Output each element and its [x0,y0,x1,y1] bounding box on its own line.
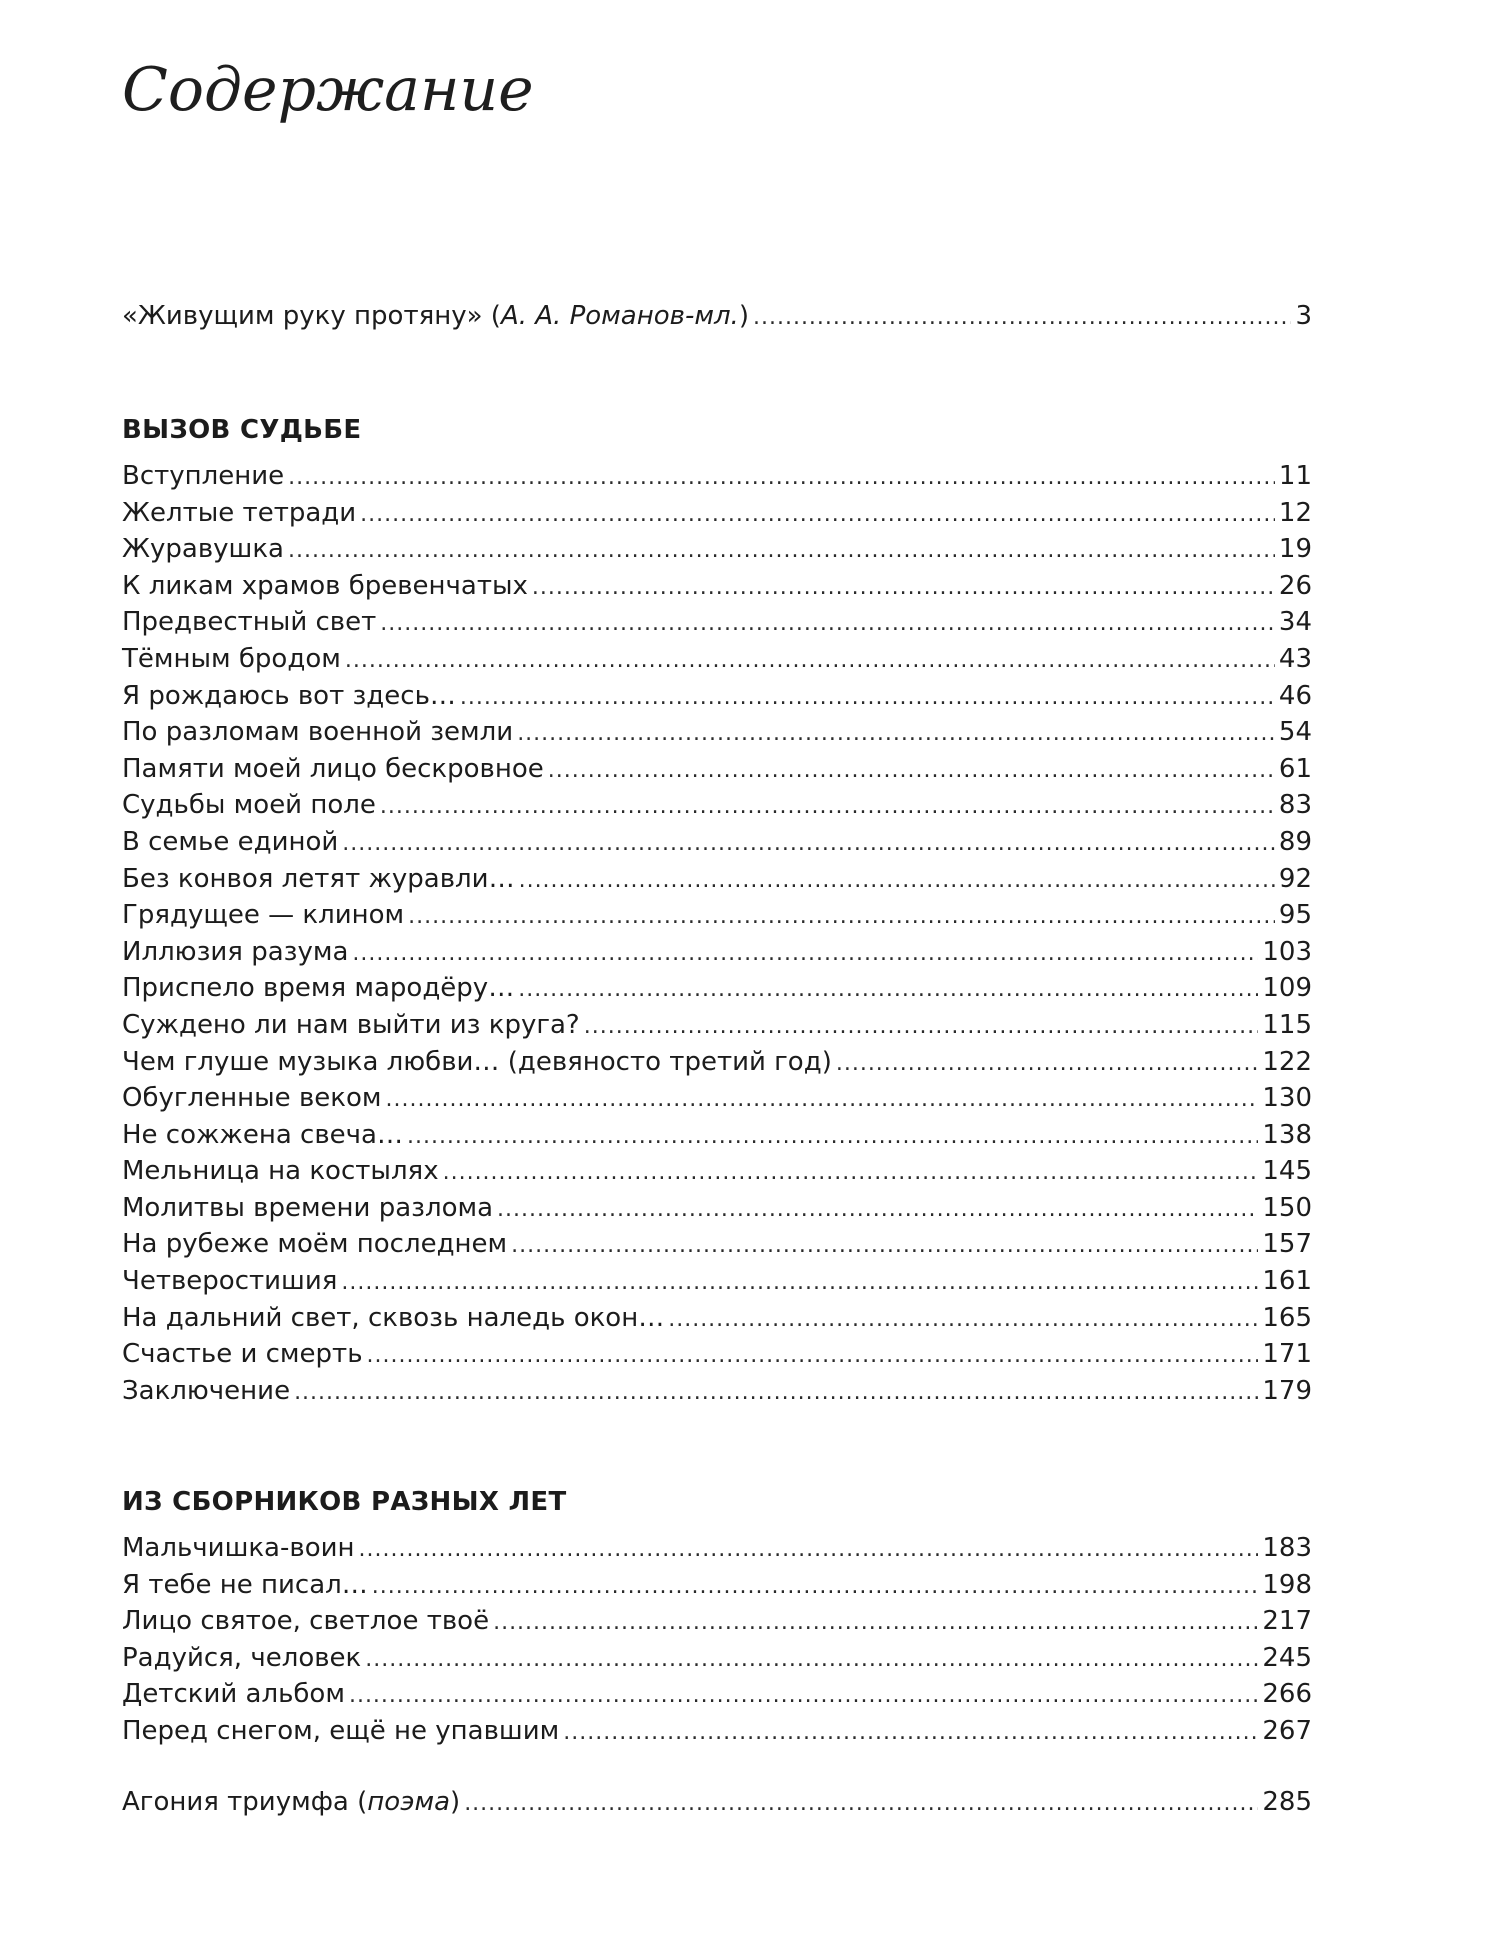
page-number: 19 [1278,534,1312,565]
toc-row [122,1190,1312,1227]
leader-dots [372,1569,1259,1606]
page-number: 12 [1278,497,1312,528]
page-number: 26 [1278,570,1312,601]
toc-row [122,495,1312,532]
entry-title: Предвестный свет [122,607,377,638]
entry-title: Судьбы моей поле [122,790,376,821]
toc-row [122,604,1312,641]
page-number: 54 [1278,717,1312,748]
toc-row [122,824,1312,861]
leader-dots [443,1155,1259,1192]
toc-row [122,1226,1312,1263]
toc-row [122,1080,1312,1117]
entry-title: В семье единой [122,826,339,857]
page-number: 138 [1262,1119,1312,1150]
page-number: 165 [1262,1302,1312,1333]
page-number: 83 [1278,790,1312,821]
page-number: 183 [1262,1533,1312,1563]
page-number: 115 [1262,1009,1312,1040]
intro-author: А. А. Романов-мл. [500,301,739,331]
toc-row [122,1373,1312,1410]
page-number: 103 [1262,936,1312,967]
toc-row [122,531,1312,568]
toc-row [122,1044,1312,1081]
page-number: 34 [1278,607,1312,638]
section-iz-sbornikov [122,1484,1312,1520]
leader-dots [342,826,1275,863]
toc-row [122,1007,1312,1044]
page-number: 95 [1278,900,1312,931]
page-number: 266 [1262,1679,1312,1710]
leader-dots [460,680,1275,717]
section-heading: ВЫЗОВ СУДЬБЕ [122,415,362,445]
toc-row [122,751,1312,788]
leader-dots [548,753,1275,790]
page-number: 285 [1262,1787,1312,1817]
toc-row [122,1603,1312,1640]
page-number: 3 [1295,301,1312,331]
entry-title: Не сожжена свеча… [122,1119,403,1150]
toc-row [122,970,1312,1007]
leader-dots [493,1605,1258,1642]
entry-title: Перед снегом, ещё не упавшим [122,1715,560,1746]
toc-row [122,787,1312,824]
leader-dots [341,1265,1258,1302]
entry-title: «Живущим руку протяну» (А. А. Романов-мл.) [122,301,749,331]
entry-title: Я тебе не писал… [122,1569,368,1600]
page-title: Содержание [122,55,534,125]
leader-dots [584,1009,1259,1046]
leader-dots [407,1119,1258,1156]
toc-row [122,714,1312,751]
leader-dots [380,789,1275,826]
entry-title: На дальний свет, сквозь наледь окон… [122,1302,665,1333]
leader-dots [518,972,1258,1009]
page-number: 161 [1262,1266,1312,1297]
leader-dots [359,1532,1259,1569]
entry-title: Лицо святое, светлое твоё [122,1606,490,1637]
page-number: 43 [1278,643,1312,674]
leader-dots [497,1192,1258,1229]
page-number: 11 [1278,461,1312,491]
toc-row [122,1117,1312,1154]
page-number: 198 [1262,1569,1312,1600]
leader-dots [352,936,1258,973]
entry-title: Грядущее — клином [122,900,405,931]
entry-title: Счастье и смерть [122,1339,363,1370]
entry-title: Я рождаюсь вот здесь… [122,680,456,711]
leader-dots [360,497,1275,534]
page-number: 89 [1278,826,1312,857]
leader-dots [517,716,1275,753]
entry-title: На рубеже моём последнем [122,1229,508,1260]
toc-row [122,861,1312,898]
entry-title: К ликам храмов бревенчатых [122,570,528,601]
leader-dots [563,1715,1258,1752]
page-number: 46 [1278,680,1312,711]
page-number: 150 [1262,1192,1312,1223]
page-number: 109 [1262,973,1312,1004]
toc-row [122,298,1312,335]
toc-row [122,934,1312,971]
page-number: 171 [1262,1339,1312,1370]
entry-title: Журавушка [122,534,284,565]
toc-row [122,641,1312,678]
entry-title: Обугленные веком [122,1083,382,1114]
page-number: 145 [1262,1156,1312,1187]
final-note: поэма [367,1787,451,1817]
leader-dots [753,300,1291,337]
entry-title: Чем глуше музыка любви… (девяносто третий год) [122,1046,832,1077]
section-heading: ИЗ СБОРНИКОВ РАЗНЫХ ЛЕТ [122,1487,567,1517]
toc-row [122,1567,1312,1604]
section-entries [122,1530,1312,1750]
toc-row [122,1336,1312,1373]
leader-dots [288,533,1275,570]
leader-dots [464,1786,1258,1823]
leader-dots [668,1302,1258,1339]
page-number: 130 [1262,1083,1312,1114]
entry-title: Памяти моей лицо бескровное [122,753,544,784]
leader-dots [365,1642,1258,1679]
intro-entry [122,298,1312,335]
final-entry [122,1784,1312,1821]
toc-row [122,1676,1312,1713]
toc-row [122,1300,1312,1337]
final-title: Агония триумфа [122,1787,349,1817]
entry-title: По разломам военной земли [122,717,514,748]
toc-row [122,1640,1312,1677]
intro-title: «Живущим руку протяну» [122,301,483,331]
leader-dots [288,460,1275,497]
entry-title: Радуйся, человек [122,1642,362,1673]
leader-dots [386,1082,1259,1119]
toc-row [122,458,1312,495]
section-vyzov-sudbe [122,412,1312,448]
toc-row [122,1713,1312,1750]
toc-row [122,568,1312,605]
entry-title: Желтые тетради [122,497,357,528]
entry-title: Четверостишия [122,1266,338,1297]
section-entries [122,458,1312,1409]
toc-row [122,1153,1312,1190]
leader-dots [345,643,1275,680]
toc-row [122,1784,1312,1821]
entry-title: Иллюзия разума [122,936,349,967]
entry-title: Детский альбом [122,1679,345,1710]
entry-title: Тёмным бродом [122,643,341,674]
leader-dots [367,1338,1259,1375]
page-number: 245 [1262,1642,1312,1673]
page-number: 267 [1262,1715,1312,1746]
entry-title: Вступление [122,461,285,491]
entry-title: Заключение [122,1375,291,1406]
leader-dots [532,570,1275,607]
page-number: 61 [1278,753,1312,784]
page-number: 92 [1278,863,1312,894]
page-number: 157 [1262,1229,1312,1260]
page-number: 122 [1262,1046,1312,1077]
toc-row [122,897,1312,934]
page-number: 179 [1262,1375,1312,1406]
toc-row [122,1263,1312,1300]
entry-title: Молитвы времени разлома [122,1192,494,1223]
leader-dots [836,1046,1259,1083]
entry-title: Без конвоя летят журавли… [122,863,515,894]
leader-dots [380,606,1275,643]
toc-row [122,1530,1312,1567]
entry-title: Мельница на костылях [122,1156,439,1187]
entry-title: Суждено ли нам выйти из круга? [122,1009,580,1040]
leader-dots [349,1678,1258,1715]
leader-dots [294,1375,1258,1412]
entry-title: Приспело время мародёру… [122,973,515,1004]
page-number: 217 [1262,1606,1312,1637]
entry-title: Мальчишка-воин [122,1533,355,1563]
leader-dots [511,1228,1258,1265]
entry-title: Агония триумфа (поэма) [122,1787,461,1817]
leader-dots [519,863,1275,900]
toc-row [122,678,1312,715]
leader-dots [408,899,1275,936]
